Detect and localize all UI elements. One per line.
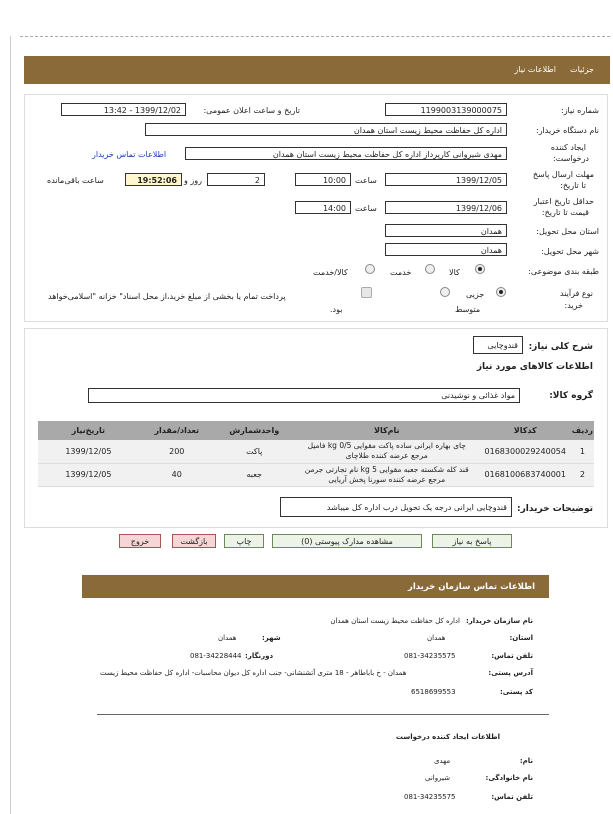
page-header-bar	[24, 56, 610, 84]
remaining-label: ساعت باقی‌مانده	[47, 176, 104, 185]
contact-province-value: همدان	[427, 634, 446, 642]
process-minor-radio[interactable]	[496, 287, 506, 297]
day-label: روز و	[184, 176, 202, 185]
cell-quantity: 40	[139, 463, 215, 486]
goods-group-label: گروه کالا:	[549, 391, 593, 401]
tab-need-info[interactable]: اطلاعات نیاز	[514, 65, 556, 74]
city-label: شهر محل تحویل:	[541, 247, 599, 256]
days-field: 2	[207, 173, 265, 186]
send-time-field: 10:00	[295, 173, 351, 186]
creator-label-1: ایجاد کننده	[550, 143, 586, 152]
send-deadline-label-1: مهلت ارسال پاسخ	[532, 170, 594, 179]
cell-unit: جعبه	[215, 463, 294, 486]
contact-divider	[97, 714, 549, 715]
col-header-row-number: ردیف	[571, 421, 594, 440]
creator-phone-label: تلفن تماس:	[491, 793, 533, 801]
category-label: طبقه بندی موضوعی:	[528, 267, 599, 276]
category-goods-label: کالا	[449, 268, 460, 277]
contact-fax-label: دورنگار:	[245, 652, 274, 660]
goods-info-title: اطلاعات کالاهای مورد نیاز	[476, 362, 593, 372]
process-medium-radio[interactable]	[440, 287, 450, 297]
creator-first-name-label: نام:	[519, 757, 533, 765]
creator-label-2: درخواست:	[553, 154, 589, 163]
cell-date: 1399/12/05	[38, 463, 139, 486]
cell-name-line-1: چای بهاره ایرانی ساده پاکت مقوایی 0/5 kg فامیل	[307, 441, 466, 451]
cell-unit: پاکت	[215, 440, 294, 463]
send-hour-label: ساعت	[355, 176, 377, 185]
treasury-payment-text-2: بود.	[330, 305, 343, 314]
creator-field: مهدی شیروانی کارپرداز اداره کل حفاظت محیط زیست استان همدان	[185, 147, 507, 160]
goods-group-field: مواد غذائی و نوشیدنی	[88, 388, 520, 403]
cell-row-number: 1	[571, 440, 594, 463]
buyer-org-field: اداره کل حفاظت محیط زیست استان همدان	[145, 123, 507, 136]
top-divider	[20, 36, 610, 37]
exit-button[interactable]: خروج	[119, 534, 161, 548]
contact-org-label: نام سازمان خریدار:	[465, 617, 533, 625]
contact-fax-value: 081-34228444	[190, 652, 242, 660]
contact-phone-label: تلفن تماس:	[491, 652, 533, 660]
contact-city-value: همدان	[218, 634, 237, 642]
creator-first-name-value: مهدی	[434, 757, 451, 765]
province-label: استان محل تحویل:	[536, 227, 599, 236]
treasury-payment-text-1: پرداخت تمام یا بخشی از مبلغ خرید،از محل اسناد" خزانه "اسلامی‌خواهد	[48, 292, 286, 301]
cell-name-line-2: مرجع عرضه کننده سورنا پخش آریایی	[328, 474, 446, 484]
contact-province-label: استان:	[509, 634, 533, 642]
contact-postal-value: 6518699553	[411, 688, 456, 696]
creator-phone-value: 081-34235575	[404, 793, 456, 801]
price-hour-label: ساعت	[355, 204, 377, 213]
buyer-org-label: نام دستگاه خریدار:	[536, 126, 599, 135]
process-medium-label: متوسط	[455, 305, 481, 314]
category-goods-radio[interactable]	[475, 264, 485, 274]
process-minor-label: جزیی	[466, 290, 485, 299]
category-both-label: کالا/خدمت	[313, 268, 348, 277]
announce-label: تاریخ و ساعت اعلان عمومی:	[203, 106, 300, 115]
goods-table-wrap	[38, 421, 594, 487]
reply-button[interactable]: پاسخ به نیاز	[432, 534, 512, 548]
goods-table-header-row	[38, 421, 594, 440]
attachments-button[interactable]: مشاهده مدارک پیوستی (0)	[272, 534, 422, 548]
col-header-name: نام‌کالا	[294, 421, 480, 440]
price-deadline-label-2: قیمت تا تاریخ:	[541, 208, 589, 217]
province-field: همدان	[385, 224, 507, 237]
process-label-1: نوع فرآیند	[560, 289, 593, 298]
price-time-field: 14:00	[295, 201, 351, 214]
announce-field: 1399/12/02 - 13:42	[61, 103, 186, 116]
col-header-date: تاریخ‌نیاز	[38, 421, 139, 440]
process-label-2: خرید:	[564, 301, 583, 310]
buyer-contact-link[interactable]: اطلاعات تماس خریدار	[92, 150, 167, 159]
cell-code: 0168300029240054	[480, 440, 571, 463]
cell-name	[294, 463, 480, 486]
cell-code: 0168100683740001	[480, 463, 571, 486]
price-date-field: 1399/12/06	[385, 201, 507, 214]
buyer-notes-label: توضیحات خریدار:	[517, 504, 593, 514]
col-header-unit: واحدشمارش	[215, 421, 294, 440]
general-desc-label: شرح کلی نیاز:	[528, 342, 593, 352]
treasury-payment-checkbox[interactable]	[361, 287, 372, 298]
print-button[interactable]: چاپ	[224, 534, 264, 548]
buyer-notes-field: قندوچایی ایرانی درجه یک تحویل درب اداره کل میباشد	[280, 497, 512, 517]
creator-section-title: اطلاعات ایجاد کننده درخواست	[395, 733, 500, 741]
city-field: همدان	[385, 243, 507, 256]
contact-org-value: اداره کل حفاظت محیط زیست استان همدان	[330, 617, 460, 625]
contact-header-bar	[82, 575, 549, 598]
need-number-label: شماره نیاز:	[561, 106, 599, 115]
col-header-quantity: تعداد/مقدار	[139, 421, 215, 440]
contact-title: اطلاعات تماس سازمان خریدار	[407, 582, 535, 592]
category-service-radio[interactable]	[425, 264, 435, 274]
category-service-label: خدمت	[390, 268, 412, 277]
cell-name-line-2: مرجع عرضه کننده طلاچای	[345, 451, 428, 461]
general-desc-field: قندوچایی	[473, 336, 523, 354]
table-row	[38, 440, 594, 463]
send-deadline-label-2: تا تاریخ:	[560, 181, 586, 190]
cell-quantity: 200	[139, 440, 215, 463]
col-header-code: کدکالا	[480, 421, 571, 440]
category-both-radio[interactable]	[365, 264, 375, 274]
goods-table	[38, 421, 594, 487]
back-button[interactable]: بازگشت	[172, 534, 216, 548]
need-number-field: 1199003139000075	[385, 103, 507, 116]
cell-row-number: 2	[571, 463, 594, 486]
contact-address-label: آدرس پستی:	[488, 669, 533, 677]
cell-date: 1399/12/05	[38, 440, 139, 463]
send-date-field: 1399/12/05	[385, 173, 507, 186]
remaining-time-field: 19:52:06	[125, 173, 182, 186]
contact-phone-value: 081-34235575	[404, 652, 456, 660]
creator-last-name-value: شیروانی	[425, 774, 450, 782]
cell-name	[294, 440, 480, 463]
contact-address-value: همدان - خ باباطاهر - 18 متری آتشنشانی- جنب اداره کل دیوان محاسبات- اداره کل حفاظت محیط زیست	[100, 669, 407, 677]
left-frame-line	[10, 36, 11, 814]
cell-name-line-1: قند کله شکسته جعبه مقوایی 5 kg نام تجارتی جرمن	[304, 464, 469, 474]
table-row	[38, 463, 594, 486]
contact-postal-label: کد پستی:	[499, 688, 533, 696]
creator-last-name-label: نام خانوادگی:	[485, 774, 533, 782]
contact-city-label: شهر:	[262, 634, 281, 642]
tab-details[interactable]: جزئیات	[570, 65, 594, 74]
price-deadline-label-1: حداقل تاریخ اعتبار	[533, 197, 594, 206]
